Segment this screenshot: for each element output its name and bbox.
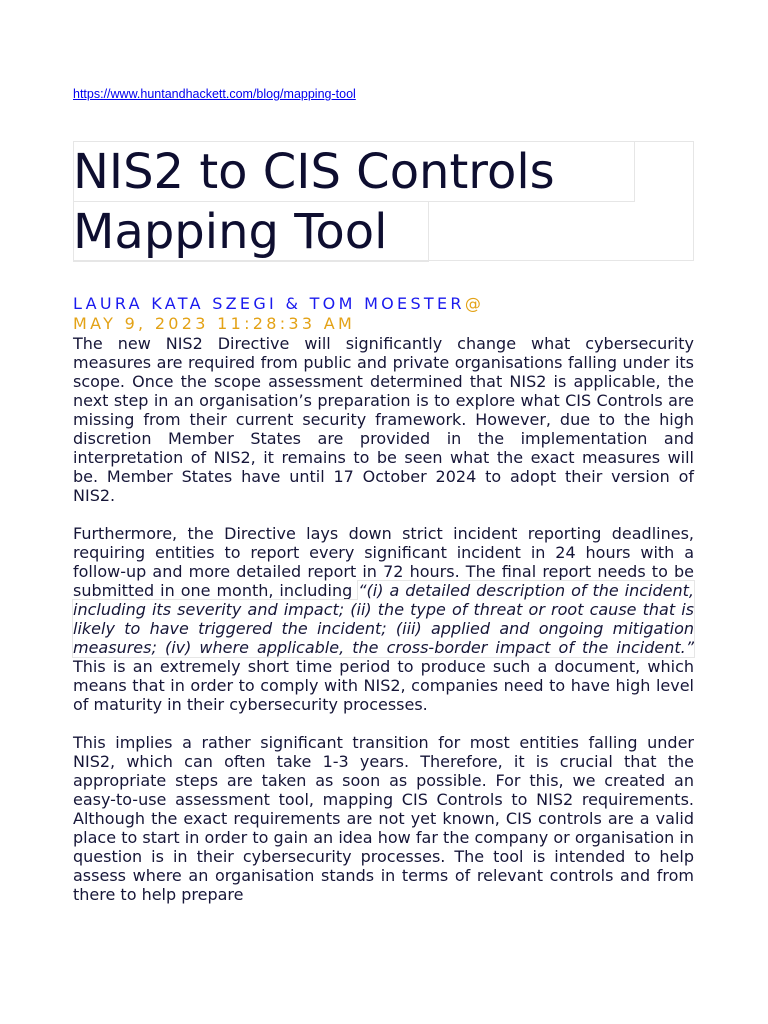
article-body	[73, 334, 694, 923]
title-box	[73, 141, 694, 261]
paragraph-3: This implies a rather significant transition for most entities falling under NIS2, which can often take 1-3 years. Therefore, it is crucial that the appropriate steps are taken as soon as possible. For this, we created an easy-to-use assessment tool, mapping CIS Controls to NIS2 requirements. Although the exact requirements are not yet known, CIS controls are a valid place to start in order to gain an idea how far the company or organisation in question is in their cybersecurity processes. The tool is intended to help assess where an organisation stands in terms of relevant controls and from there to help prepare	[73, 733, 694, 904]
page-title-line-2: Mapping Tool	[73, 201, 429, 262]
directive-quote: “(i) a detailed description of the incident, including its severity and impact; (ii) the type of threat or root cause that is likely to have triggered the incident; (iii) applied and ongoing mitigation measures; (iv) where applicable, the cross-border impact of the incident.”	[73, 581, 694, 657]
paragraph-1: The new NIS2 Directive will significantly change what cybersecurity measures are required from public and private organisations falling under its scope. Once the scope assessment determined that NIS2 is applicable, the next step in an organisation’s preparation is to explore what CIS Controls are missing from their current security framework. However, due to the high discretion Member States are provided in the implementation and interpretation of NIS2, it remains to be seen what the exact measures will be. Member States have until 17 October 2024 to adopt their version of NIS2.	[73, 334, 694, 505]
paragraph-2-intro: Furthermore, the Directive lays down strict incident reporting deadlines, requiring entities to report every significant incident in 24 hours with a follow-up and more detailed report in 72 hours. The final report needs to be submitted in one month, including	[73, 524, 694, 600]
author-names-link[interactable]: LAURA KATA SZEGI & TOM MOESTER	[73, 294, 465, 313]
publish-date: MAY 9, 2023 11:28:33 AM	[73, 314, 356, 333]
source-url-link[interactable]: https://www.huntandhackett.com/blog/mapping-tool	[73, 87, 356, 101]
page-title-line-1: NIS2 to CIS Controls	[73, 141, 635, 202]
at-sign: @	[464, 294, 481, 313]
byline	[73, 294, 481, 334]
paragraph-2-conclusion: This is an extremely short time period to produce such a document, which means that in order to comply with NIS2, companies need to have high level of maturity in their cybersecurity processes.	[73, 657, 694, 714]
paragraph-2	[73, 524, 694, 714]
